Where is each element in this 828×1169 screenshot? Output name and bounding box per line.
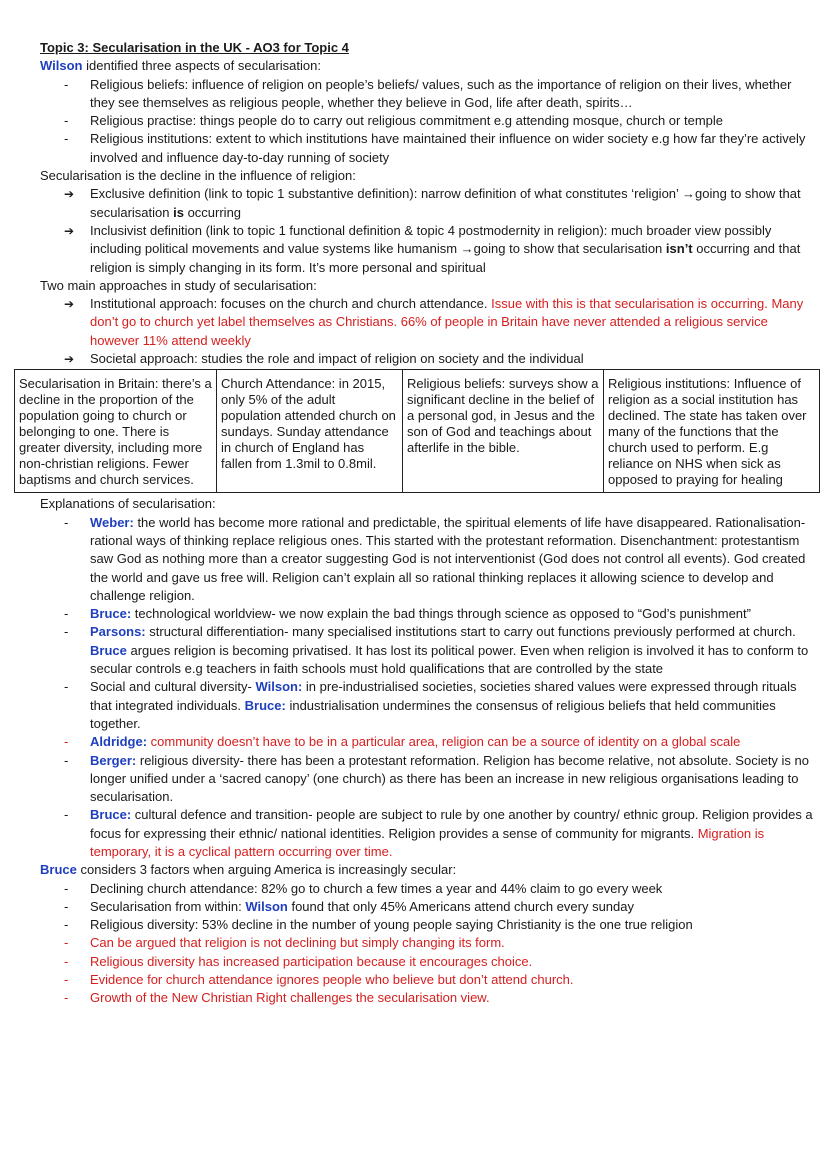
criticism-item: - Growth of the New Christian Right challenges the secularisation view. xyxy=(64,989,816,1007)
factor-church-attendance: - Declining church attendance: 82% go to church a few times a year and 44% claim to go every week xyxy=(64,880,816,898)
aspects-list xyxy=(40,76,816,167)
name-wilson: Wilson xyxy=(40,58,83,74)
summary-table xyxy=(14,369,820,493)
explanations-heading: Explanations of secularisation: xyxy=(40,496,216,512)
criticism-item: - Evidence for church attendance ignores people who believe but don’t attend church. xyxy=(64,971,816,989)
cell-church-attendance: Church Attendance: in 2015, only 5% of the adult population attended church on sundays. Sunday attendance in church of England has fallen from 1.3mil to 0.8mil. xyxy=(217,370,403,493)
arrow-icon: ➔ xyxy=(64,187,75,202)
definition-line: Secularisation is the decline in the influence of religion: xyxy=(40,168,356,184)
factors-list xyxy=(40,880,816,1008)
inclusive-definition: ➔ Inclusivist definition (link to topic 1 functional definition & topic 4 postmodernity in religion): much broader view possibly including political movements and value systems like humanism →going to show that secularisation isn’t occurring and that religion is simply changing in its form. It’s more personal and spiritual xyxy=(64,222,801,275)
institutional-approach: ➔ Institutional approach: focuses on the church and church attendance. Issue with this is that secularisation is occurring. Many don’t go to church yet label themselves as Christians. 66% of people in Britain have never attended a religious service however 11% attend weekly xyxy=(64,296,804,348)
criticism-item: - Religious diversity has increased participation because it encourages choice. xyxy=(64,953,816,971)
table-row xyxy=(15,370,820,493)
approaches-list xyxy=(40,295,816,368)
wilson-intro: Wilson identified three aspects of secularisation: xyxy=(40,58,321,74)
criticism-item: - Can be argued that religion is not declining but simply changing its form. xyxy=(64,934,816,952)
factor-religious-diversity: - Religious diversity: 53% decline in the number of young people saying Christianity is the one true religion xyxy=(64,916,816,934)
explanation-social-cultural: - Social and cultural diversity- Wilson: in pre-industrialised societies, societies shared values were expressed through rituals that integrated individuals. Bruce: industrialisation undermines the consensus of religious beliefs that held communities together. xyxy=(64,678,816,733)
aspect-institutions: - Religious institutions: extent to which institutions have maintained their influence on wider society e.g how far they’re actively involved and influence day-to-day running of society xyxy=(64,130,816,167)
explanation-berger: - Berger: religious diversity- there has been a protestant reformation. Religion has become relative, not absolute. Society is no longer unified under a ‘sacred canopy’ (one church) as there has been an increase in new religious organisations leading to secularisation. xyxy=(64,752,816,807)
arrow-icon: ➔ xyxy=(64,223,75,238)
cell-secularisation-britain: Secularisation in Britain: there’s a decline in the proportion of the population going to church or belonging to one. There is greater diversity, including more non-christian religions. Fewer baptisms and church services. xyxy=(15,370,217,493)
explanation-bruce-technology: - Bruce: technological worldview- we now explain the bad things through science as opposed to “God’s punishment” xyxy=(64,605,816,623)
explanation-weber: - Weber: the world has become more rational and predictable, the spiritual elements of life have disappeared. Rationalisation- rational ways of thinking replace religious ones. This started with the protestant reformation. Disenchantment: protestantism saw God as nothing more than a creator suggesting God is not interventionist (God does not control all events). God created the world and gave us free will. Religion can’t explain all so rational thinking replaces it allowing science to develop and challenge religion. xyxy=(64,514,816,605)
cell-religious-beliefs: Religious beliefs: surveys show a significant decline in the belief of a personal god, in Jesus and the son of God and teachings about afterlife in the bible. xyxy=(403,370,604,493)
cell-religious-institutions: Religious institutions: Influence of religion as a social institution has declined. The state has taken over many of the functions that the church used to perform. E.g reliance on NHS when sick as opposed to praying for healing xyxy=(604,370,820,493)
explanation-bruce-cultural: - Bruce: cultural defence and transition- people are subject to rule by one another by country/ ethnic group. Religion provides a focus for expressing their ethnic/ national identities. Religion provides a sense of community for migrants. Migration is temporary, it is a cyclical pattern occurring over time. xyxy=(64,806,816,861)
explanation-parsons: - Parsons: structural differentiation- many specialised institutions start to carry out functions previously performed at church. Bruce argues religion is becoming privatised. It has lost its political power. Even when religion is involved it has to conform to secular controls e.g teachers in faith schools must hold qualifications that are controlled by the state xyxy=(64,623,816,678)
exclusive-definition: ➔ Exclusive definition (link to topic 1 substantive definition): narrow definition of what constitutes ‘religion’ →going to show that secularisation is occurring xyxy=(64,186,801,220)
bruce-factors-intro: Bruce considers 3 factors when arguing America is increasingly secular: xyxy=(40,862,457,878)
factor-secularisation-within: - Secularisation from within: Wilson found that only 45% Americans attend church every sunday xyxy=(64,898,816,916)
arrow-icon: ➔ xyxy=(64,297,75,312)
institutional-issue: Issue with this is that secularisation is occurring. Many don’t go to church yet label themselves as Christians. 66% of people in Britain have never attended a religious service however 11% attend weekly xyxy=(90,296,804,348)
page-title: Topic 3: Secularisation in the UK - AO3 for Topic 4 xyxy=(40,40,349,55)
aspect-beliefs: - Religious beliefs: influence of religion on people’s beliefs/ values, such as the importance of religion on their lives, whether they see themselves as religious people, whether they believe in God, life after death, spirits… xyxy=(64,76,816,113)
explanations-list xyxy=(40,514,816,862)
explanation-aldridge: - Aldridge: community doesn’t have to be in a particular area, religion can be a source of identity on a global scale xyxy=(64,733,816,751)
definitions-list xyxy=(40,185,816,276)
arrow-icon: ➔ xyxy=(64,352,75,367)
approaches-line: Two main approaches in study of secularisation: xyxy=(40,277,317,293)
societal-approach: ➔ Societal approach: studies the role and impact of religion on society and the individual xyxy=(64,350,816,368)
document-page xyxy=(19,39,816,1008)
aspect-practise: - Religious practise: things people do to carry out religious commitment e.g attending mosque, church or temple xyxy=(64,112,816,130)
